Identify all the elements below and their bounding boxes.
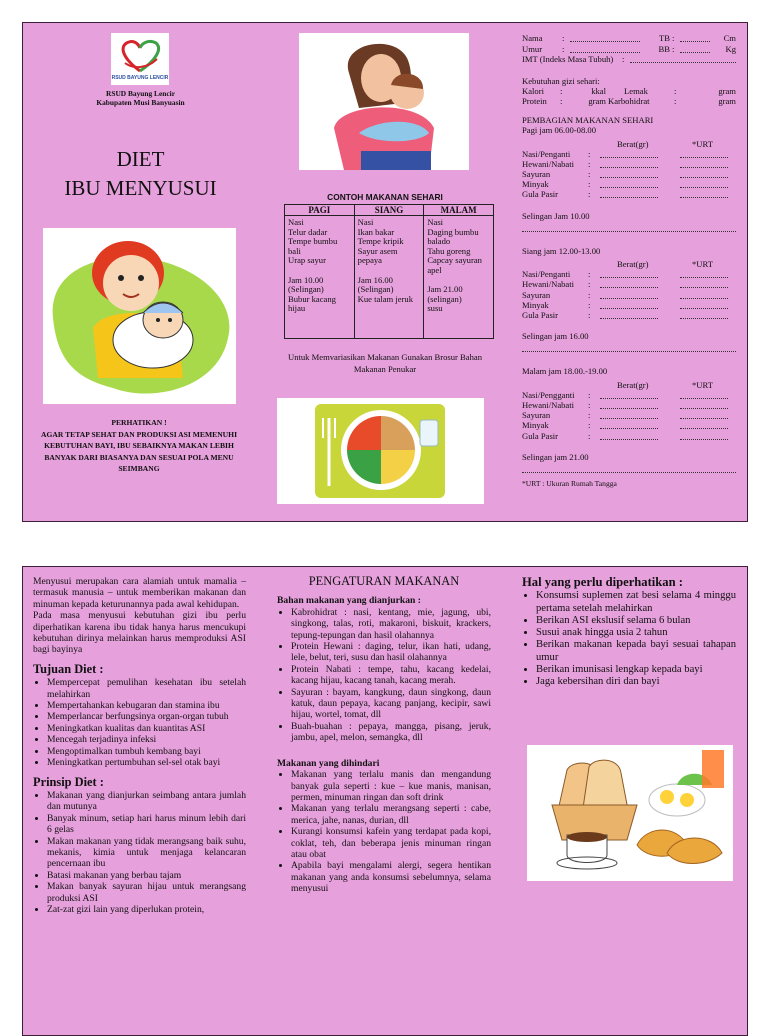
list-item: • Banyak minum, setiap hari harus minum lebih dari 6 gelas — [47, 813, 246, 836]
tb-label: TB — [659, 33, 670, 43]
berat-field[interactable] — [600, 269, 658, 278]
urt-field[interactable] — [680, 149, 728, 158]
berat-field[interactable] — [600, 189, 658, 198]
list-item: • Protein Hewani : daging, telur, ikan hati, udang, lele, belut, teri, susu dan hasil olahannya — [291, 641, 491, 664]
snack-field[interactable] — [522, 464, 736, 473]
meal-item-label: Minyak — [522, 179, 549, 190]
bb-field[interactable] — [680, 44, 710, 53]
urt-field[interactable] — [680, 269, 728, 278]
urt-field[interactable] — [680, 179, 728, 188]
urt-label: *URT — [692, 379, 713, 390]
meal-item-row: Sayuran : — [522, 169, 736, 179]
colon: : — [672, 43, 675, 54]
meal-col-headers — [522, 380, 736, 390]
meal-item-label: Gula Pasir — [522, 310, 559, 321]
menu-example-table — [284, 204, 494, 339]
berat-field[interactable] — [600, 420, 658, 429]
berat-field[interactable] — [600, 390, 658, 399]
colon: : — [562, 43, 565, 54]
pengaturan-title: PENGATURAN MAKANAN — [308, 574, 460, 588]
list-item: • Meningkatkan pertumbuhan sel-sel otak bayi — [47, 757, 246, 768]
lemak-label: Lemak — [624, 85, 648, 96]
list-item: • Sayuran : bayam, kangkung, daun singkong, daun katuk, daun pepaya, kacang panjang, kecipir, sawi hijau, wortel, tomat, dll — [291, 687, 491, 721]
mother-baby-cartoon — [43, 228, 236, 404]
dihindari-list — [277, 769, 491, 894]
menu-example-note: Untuk Memvariasikan Makanan Gunakan Brosur Bahan Makanan Penukar — [287, 352, 483, 374]
colon: : — [560, 85, 563, 96]
list-item: • Zat-zat gizi lain yang diperlukan protein, — [47, 904, 246, 915]
list-item: • Apabila bayi mengalami alergi, segera hentikan makanan yang anda konsumsi sebelumnya, selama menyusui — [291, 860, 491, 894]
imt-label: IMT (Indeks Masa Tubuh) — [522, 54, 614, 64]
meal-item-row: Hewani/Nabati : — [522, 400, 736, 410]
colon: : — [560, 95, 563, 106]
meal-item-label: Nasi/Penganti — [522, 148, 571, 159]
kalori-label: Kalori — [522, 85, 544, 96]
meal-block-pagi — [522, 125, 736, 232]
meal-item-label: Nasi/Pengganti — [522, 389, 575, 400]
karbo-label: Karbohidrat — [608, 95, 650, 106]
list-item: • Mengoptimalkan tumbuh kembang bayi — [47, 746, 246, 757]
colon: : — [562, 33, 565, 43]
snack-label: Selingan jam 21.00 — [522, 451, 589, 462]
menu-header-pagi: PAGI — [285, 205, 355, 216]
protein-unit: gram — [588, 95, 606, 106]
colon: : — [674, 95, 677, 106]
perhatian-list — [522, 590, 736, 688]
berat-field[interactable] — [600, 149, 658, 158]
lemak-unit: gram — [718, 85, 736, 96]
protein-label: Protein — [522, 95, 547, 106]
dihindari-title: Makanan yang dihindari — [277, 757, 380, 769]
meal-item-row: Sayuran : — [522, 290, 736, 300]
meal-item-label: Sayuran — [522, 289, 551, 300]
nama-label: Nama — [522, 33, 543, 43]
meal-item-row: Hewani/Nabati : — [522, 159, 736, 169]
meal-col-headers — [522, 139, 736, 149]
list-item: • Makan banyak sayuran hijau untuk merangsang produksi ASI — [47, 881, 246, 904]
dianjurkan-list — [277, 607, 491, 744]
snack-field[interactable] — [522, 223, 736, 232]
form-row-umur — [522, 44, 736, 55]
imt-field[interactable] — [630, 54, 736, 63]
intro-paragraph-1: Menyusui merupakan cara alamiah untuk mamalia – termasuk manusia – untuk memberikan makanan dan minuman kepada keturunannya pada awal kehidupan. — [33, 576, 246, 610]
berat-label: Berat(gr) — [617, 259, 649, 270]
urt-label: *URT — [692, 259, 713, 270]
colon: : — [622, 54, 625, 64]
meal-item-label: Nasi/Penganti — [522, 269, 571, 280]
meal-item-label: Hewani/Nabati — [522, 158, 575, 169]
tb-field[interactable] — [680, 33, 710, 42]
list-item: • Mempertahankan kebugaran dan stamina ibu — [47, 700, 246, 711]
meal-item-label: Gula Pasir — [522, 189, 559, 200]
urt-label: *URT — [692, 138, 713, 149]
brochure-inner-panel — [22, 566, 748, 1036]
breastfeeding-illustration — [299, 33, 469, 170]
colon: : — [674, 85, 677, 96]
bb-unit: Kg — [725, 43, 736, 54]
urt-field[interactable] — [680, 189, 728, 198]
perhatian-title: Hal yang perlu diperhatikan : — [522, 575, 683, 589]
meal-item-label: Minyak — [522, 299, 549, 310]
meal-item-row: Minyak : — [522, 420, 736, 430]
nama-field[interactable] — [570, 33, 640, 42]
list-item: • Mempercepat pemulihan kesehatan ibu setelah melahirkan — [47, 677, 246, 700]
urt-field[interactable] — [680, 310, 728, 319]
meal-items — [522, 149, 736, 200]
urt-field[interactable] — [680, 420, 728, 429]
tujuan-title: Tujuan Diet : — [33, 661, 104, 676]
umur-label: Umur — [522, 43, 543, 54]
form-row-imt — [522, 54, 736, 65]
menu-header-malam: MALAM — [424, 205, 494, 216]
list-item: • Kabrohidrat : nasi, kentang, mie, jagung, ubi, singkong, talas, roti, makaroni, biskuit, krackers, tepung-tepungan dan hasil olahannya — [291, 607, 491, 641]
list-item: • Memperlancar berfungsinya organ-organ tubuh — [47, 711, 246, 722]
list-item: • Konsumsi suplemen zat besi selama 4 minggu pertama setelah melahirkan — [536, 590, 736, 615]
list-item: • Makanan yang dianjurkan seimbang antara jumlah dan mutunya — [47, 790, 246, 813]
meal-items — [522, 390, 736, 441]
meal-col-headers — [522, 259, 736, 269]
meal-block-siang — [522, 246, 736, 353]
meal-item-label: Sayuran — [522, 169, 551, 180]
meal-item-row: Gula Pasir : — [522, 310, 736, 320]
list-item: • Jaga kebersihan diri dan bayi — [536, 676, 736, 688]
menu-cell-siang: Nasi Ikan bakar Tempe kripik Sayur asem pepaya Jam 16.00 (Selingan) Kue talam jeruk — [354, 216, 424, 339]
gizi-row-1 — [522, 86, 736, 96]
list-item: • Makan makanan yang tidak merangsang baik suhu, mekanis, kimia untuk menjaga kelancaran pencernaan ibu — [47, 836, 246, 870]
menu-example-title: CONTOH MAKANAN SEHARI — [327, 192, 443, 202]
list-item: • Meningkatkan kualitas dan kuantitas ASI — [47, 723, 246, 734]
breakfast-illustration — [527, 745, 733, 881]
meal-item-label: Hewani/Nabati — [522, 400, 575, 410]
meal-item-row: Gula Pasir : — [522, 189, 736, 199]
list-item: • Berikan imunisasi lengkap kepada bayi — [536, 664, 736, 676]
berat-field[interactable] — [600, 290, 658, 299]
berat-field[interactable] — [600, 410, 658, 419]
snack-label: Selingan Jam 10.00 — [522, 210, 590, 221]
menu-cell-malam: Nasi Daging bumbu balado Tahu goreng Capcay sayuran apel Jam 21.00 (selingan) susu — [424, 216, 494, 339]
berat-field[interactable] — [600, 179, 658, 188]
meal-item-label: Sayuran — [522, 410, 551, 421]
list-item: • Batasi makanan yang berbau tajam — [47, 870, 246, 881]
tujuan-list — [33, 677, 246, 768]
hospital-logo — [111, 33, 169, 85]
list-item: • Makanan yang terlalu manis dan mengandung banyak gula seperti : kue – kue manis, manisan, permen, minuman ringan dan soft drink — [291, 769, 491, 803]
list-item: • Kurangi konsumsi kafein yang terdapat pada kopi, coklat, teh, dan beberapa jenis minuman ringan atau obat — [291, 826, 491, 860]
urt-field[interactable] — [680, 390, 728, 399]
snack-field[interactable] — [522, 343, 736, 352]
hospital-name: RSUD Bayung Lencir — [106, 89, 175, 98]
gizi-title: Kebutuhan gizi sehari: — [522, 75, 600, 86]
kalori-unit: kkal — [591, 85, 606, 96]
form-row-nama — [522, 33, 736, 44]
urt-field[interactable] — [680, 400, 728, 409]
meal-item-row: Nasi/Penganti : — [522, 149, 736, 159]
intro-paragraph-2: Pada masa menyusui kebutuhan gizi ibu perlu diperhatikan karena ibu tidak hanya harus mencukupi kebutuhan dirinya melainkan harus memproduksi ASI bagi bayinya — [33, 610, 246, 656]
urt-field[interactable] — [680, 410, 728, 419]
urt-field[interactable] — [680, 159, 728, 168]
meal-item-row: Minyak : — [522, 300, 736, 310]
karbo-unit: gram — [718, 95, 736, 106]
urt-field[interactable] — [680, 169, 728, 178]
cover-title-line1: DIET — [116, 147, 165, 171]
berat-field[interactable] — [600, 300, 658, 309]
menu-header-siang: SIANG — [354, 205, 424, 216]
meal-item-row: Nasi/Pengganti : — [522, 390, 736, 400]
list-item: • Mencegah terjadinya infeksi — [47, 734, 246, 745]
intro-column — [33, 576, 246, 915]
list-item: • Berikan makanan kepada bayi sesuai tahapan umur — [536, 639, 736, 664]
prinsip-list — [33, 790, 246, 915]
list-item: • Buah-buahan : pepaya, mangga, pisang, jeruk, jambu, apel, melon, semangka, dll — [291, 721, 491, 744]
meal-item-label: Minyak — [522, 420, 549, 431]
urt-field[interactable] — [680, 431, 728, 440]
brochure-outer-panel — [22, 22, 748, 522]
meal-item-row: Sayuran : — [522, 410, 736, 420]
meal-item-row: Gula Pasir : — [522, 431, 736, 441]
berat-label: Berat(gr) — [617, 379, 649, 390]
urt-field[interactable] — [680, 290, 728, 299]
menu-cell-pagi: Nasi Telur dadar Tempe bumbu bali Urap sayur Jam 10.00 (Selingan) Bubur kacang hijau — [285, 216, 355, 339]
meal-item-label: Hewani/Nabati — [522, 279, 575, 290]
berat-field[interactable] — [600, 310, 658, 319]
meal-time: Siang jam 12.00-13.00 — [522, 245, 601, 256]
snack-label: Selingan jam 16.00 — [522, 331, 589, 342]
meal-time: Pagi jam 06.00-08.00 — [522, 125, 596, 136]
berat-field[interactable] — [600, 159, 658, 168]
patient-form — [522, 33, 736, 489]
meal-item-label: Gula Pasir — [522, 430, 559, 441]
balanced-plate-illustration — [277, 398, 484, 504]
list-item: • Makanan yang terlalu merangsang seperti : cabe, merica, jahe, nanas, durian, dll — [291, 803, 491, 826]
meal-item-row: Nasi/Penganti : — [522, 269, 736, 279]
list-item: • Protein Nabati : tempe, tahu, kacang kedelai, kacang hijau, kacang tanah, kacang merah. — [291, 664, 491, 687]
meal-item-row: Hewani/Nabati : — [522, 279, 736, 289]
urt-field[interactable] — [680, 300, 728, 309]
hospital-regency: Kabupaten Musi Banyuasin — [96, 98, 185, 107]
cover-notice: PERHATIKAN ! AGAR TETAP SEHAT DAN PRODUKSI ASI MEMENUHI KEBUTUHAN BAYI, IBU SEBAIKNYA MAKAN LEBIH BANYAK DARI BIASANYA DAN SESUAI POLA MENU SEIMBANG — [40, 418, 238, 474]
gizi-row-2 — [522, 96, 736, 106]
berat-label: Berat(gr) — [617, 138, 649, 149]
berat-field[interactable] — [600, 431, 658, 440]
dianjurkan-title: Bahan makanan yang dianjurkan : — [277, 595, 421, 607]
meal-block-malam — [522, 366, 736, 473]
meal-item-row: Minyak : — [522, 179, 736, 189]
berat-field[interactable] — [600, 400, 658, 409]
urt-field[interactable] — [680, 279, 728, 288]
meal-items — [522, 269, 736, 320]
cover-title-line2: IBU MENYUSUI — [64, 176, 217, 200]
tb-unit: Cm — [723, 33, 736, 43]
berat-field[interactable] — [600, 279, 658, 288]
meal-time: Malam jam 18.00.-19.00 — [522, 366, 608, 377]
logo-caption: RSUD BAYUNG LENCIR — [111, 75, 169, 81]
division-title: PEMBAGIAN MAKANAN SEHARI — [522, 115, 654, 126]
umur-field[interactable] — [570, 44, 640, 53]
bb-label: BB — [658, 43, 670, 54]
colon: : — [672, 33, 675, 43]
list-item: • Berikan ASI ekslusif selama 6 bulan — [536, 615, 736, 627]
urt-footnote: *URT : Ukuran Rumah Tangga — [522, 478, 617, 488]
berat-field[interactable] — [600, 169, 658, 178]
pengaturan-column — [277, 576, 491, 895]
list-item: • Susui anak hingga usia 2 tahun — [536, 627, 736, 639]
prinsip-title: Prinsip Diet : — [33, 774, 104, 789]
perhatian-column — [522, 576, 736, 689]
